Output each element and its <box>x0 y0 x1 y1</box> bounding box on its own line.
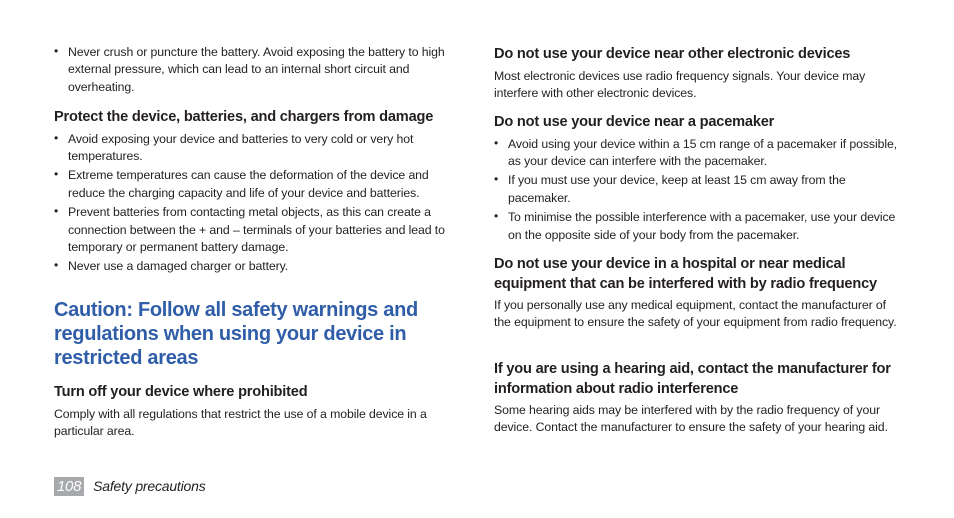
section-text: If you personally use any medical equipment, contact the manufacturer of the equipment to ensure the safety of your equipment from radio frequency. <box>494 298 897 330</box>
bullet-list <box>54 131 464 276</box>
section-text: Comply with all regulations that restrict the use of a mobile device in a particular area. <box>54 406 427 438</box>
bullet-list <box>494 136 906 244</box>
section-hearing-aid <box>494 360 906 437</box>
bullet-icon: • <box>494 209 499 224</box>
section-turn-off <box>54 383 464 440</box>
list-item: • Prevent batteries from contacting metal objects, as this can create a connection between the + and – terminals of your batteries and lead to temporary or permanent battery damage. <box>54 204 445 254</box>
list-item: • Never crush or puncture the battery. Avoid exposing the battery to high external pressure, which can lead to an internal short circuit and overheating. <box>54 44 445 94</box>
section-heading: Do not use your device near a pacemaker <box>494 114 775 130</box>
footer-section-name: Safety precautions <box>93 478 206 494</box>
section-heading: Do not use your device near other electronic devices <box>494 46 851 62</box>
section-electronic-devices <box>494 45 906 102</box>
list-item: • Avoid exposing your device and batteries to very cold or very hot temperatures. <box>54 130 414 163</box>
section-heading: If you are using a hearing aid, contact the manufacturer for information about radio interference <box>494 361 891 397</box>
page-number: 108 <box>54 477 84 496</box>
section-heading: Turn off your device where prohibited <box>54 384 308 400</box>
section-text: Some hearing aids may be interfered with by the radio frequency of your device. Contact the manufacturer to ensure the safety of your hearing aid. <box>494 403 888 435</box>
bullet-icon: • <box>494 172 499 187</box>
bullet-icon: • <box>54 204 59 219</box>
list-item: • Extreme temperatures can cause the deformation of the device and reduce the charging capacity and life of your device and batteries. <box>54 167 429 200</box>
section-heading: Do not use your device in a hospital or near medical equipment that can be interfered with by radio frequency <box>494 256 877 292</box>
list-item: • Never use a damaged charger or battery. <box>54 258 289 274</box>
bullet-icon: • <box>54 167 59 182</box>
bullet-icon: • <box>494 135 499 150</box>
section-protect-device <box>54 108 464 278</box>
caution-title-block <box>54 298 424 371</box>
list-item: • If you must use your device, keep at least 15 cm away from the pacemaker. <box>494 172 846 205</box>
intro-bullet-list <box>54 44 464 98</box>
page-footer <box>54 476 206 496</box>
caution-title: Caution: Follow all safety warnings and regulations when using your device in restricted areas <box>54 299 418 370</box>
bullet-icon: • <box>54 44 59 58</box>
section-text: Most electronic devices use radio frequency signals. Your device may interfere with other electronic devices. <box>494 68 866 100</box>
list-item: • To minimise the possible interference with a pacemaker, use your device on the opposite side of your body from the pacemaker. <box>494 209 896 242</box>
bullet-icon: • <box>54 258 59 273</box>
section-pacemaker <box>494 113 906 246</box>
section-heading: Protect the device, batteries, and chargers from damage <box>54 109 434 125</box>
bullet-icon: • <box>54 130 59 145</box>
section-hospital <box>494 255 906 332</box>
list-item: • Avoid using your device within a 15 cm range of a pacemaker if possible, as your device can interfere with the pacemaker. <box>494 135 898 168</box>
